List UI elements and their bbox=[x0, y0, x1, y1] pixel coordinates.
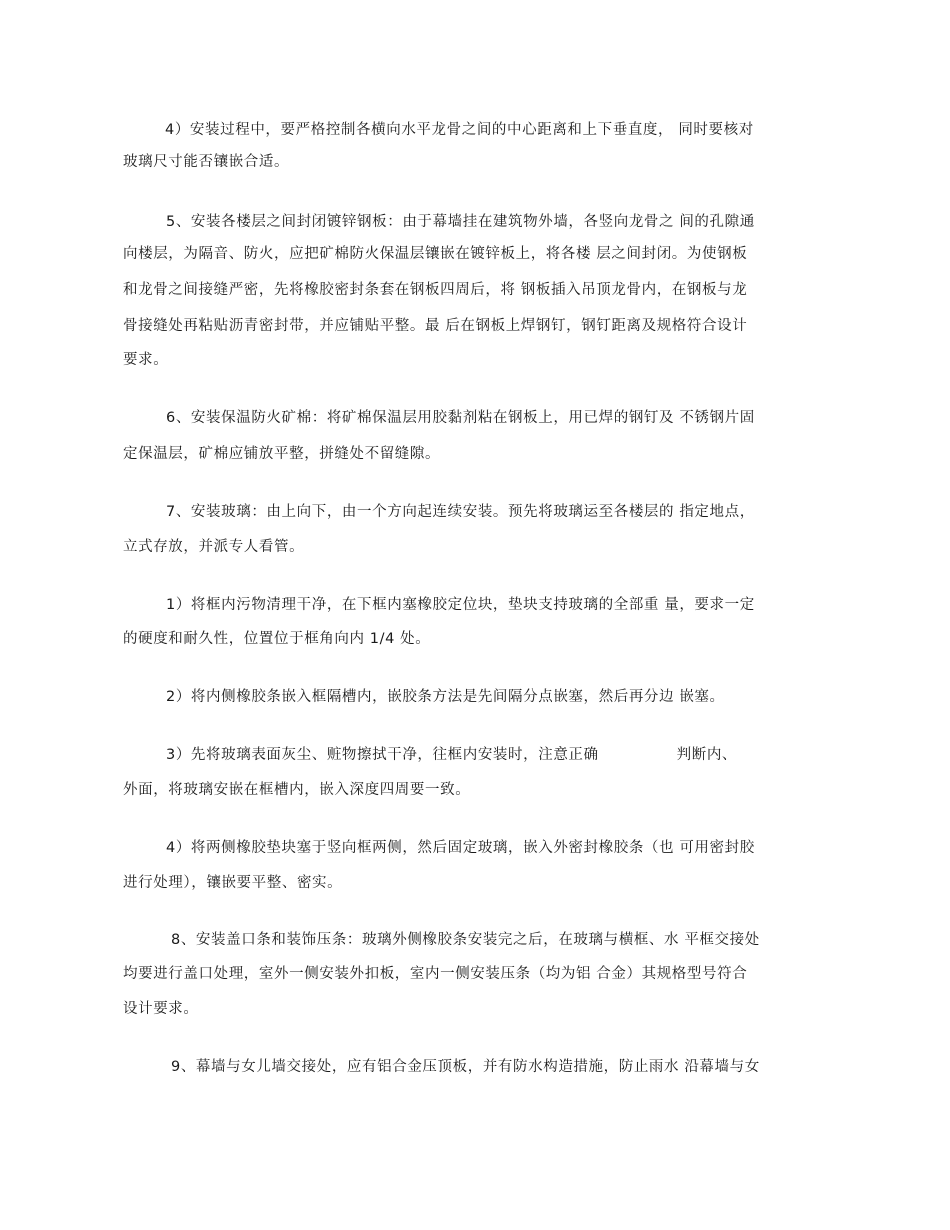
paragraph-10-line-1: 9、幕墙与女儿墙交接处，应有铝合金压顶板，并有防水构造措施，防止雨水 沿幕墙与女 bbox=[171, 1059, 760, 1075]
paragraph-2-line-4: 骨接缝处再粘贴沥青密封带，并应铺贴平整。最 后在钢板上焊钢钉，钢钉距离及规格符合设计 bbox=[123, 318, 748, 334]
paragraph-2-line-2: 向楼层，为隔音、防火，应把矿棉防火保温层镶嵌在镀锌板上，将各楼 层之间封闭。为使钢板 bbox=[123, 246, 748, 262]
paragraph-3-line-1: 6、安装保温防火矿棉：将矿棉保温层用胶黏剂粘在钢板上，用已焊的钢钉及 不锈钢片固 bbox=[166, 410, 755, 426]
paragraph-9-line-3: 设计要求。 bbox=[123, 1001, 199, 1017]
paragraph-7-line-1-part-b: 判断内、 bbox=[676, 747, 738, 763]
paragraph-8-line-1: 4）将两侧橡胶垫块塞于竖向框两侧，然后固定玻璃，嵌入外密封橡胶条（也 可用密封胶 bbox=[166, 840, 755, 856]
paragraph-7-line-1 bbox=[166, 745, 737, 765]
paragraph-1-line-1: 4）安装过程中，要严格控制各横向水平龙骨之间的中心距离和上下垂直度， 同时要核对 bbox=[165, 122, 754, 138]
paragraph-4-line-2: 立式存放，并派专人看管。 bbox=[123, 539, 305, 555]
paragraph-7-line-2: 外面，将玻璃安嵌在框槽内，嵌入深度四周要一致。 bbox=[123, 782, 471, 798]
paragraph-2-line-3: 和龙骨之间接缝严密，先将橡胶密封条套在钢板四周后，将 钢板插入吊顶龙骨内，在钢板与龙 bbox=[123, 282, 748, 298]
paragraph-4-line-1: 7、安装玻璃：由上向下，由一个方向起连续安装。预先将玻璃运至各楼层的 指定地点， bbox=[166, 504, 755, 520]
paragraph-5-line-1: 1）将框内污物清理干净，在下框内塞橡胶定位块，垫块支持玻璃的全部重 量，要求一定 bbox=[166, 597, 755, 613]
paragraph-7-line-1-part-a: 3）先将玻璃表面灰尘、赃物擦拭干净，往框内安装时，注意正确 bbox=[166, 747, 599, 763]
paragraph-8-line-2: 进行处理），镶嵌要平整、密实。 bbox=[123, 875, 343, 891]
paragraph-9-line-1: 8、安装盖口条和装饰压条：玻璃外侧橡胶条安装完之后，在玻璃与横框、水 平框交接处 bbox=[171, 932, 760, 948]
paragraph-5-line-2: 的硬度和耐久性，位置位于框角向内 1/4 处。 bbox=[123, 631, 431, 647]
paragraph-1-line-2: 玻璃尺寸能否镶嵌合适。 bbox=[123, 154, 290, 170]
paragraph-2-line-1: 5、安装各楼层之间封闭镀锌钢板：由于幕墙挂在建筑物外墙，各竖向龙骨之 间的孔隙通 bbox=[166, 214, 755, 230]
paragraph-6-line-1: 2）将内侧橡胶条嵌入框隔槽内，嵌胶条方法是先间隔分点嵌塞，然后再分边 嵌塞。 bbox=[166, 689, 725, 705]
paragraph-9-line-2: 均要进行盖口处理，室外一侧安装外扣板，室内一侧安装压条（均为铝 合金）其规格型号符合 bbox=[123, 966, 748, 982]
paragraph-2-line-5: 要求。 bbox=[123, 352, 169, 368]
paragraph-3-line-2: 定保温层，矿棉应铺放平整，拼缝处不留缝隙。 bbox=[123, 446, 441, 462]
